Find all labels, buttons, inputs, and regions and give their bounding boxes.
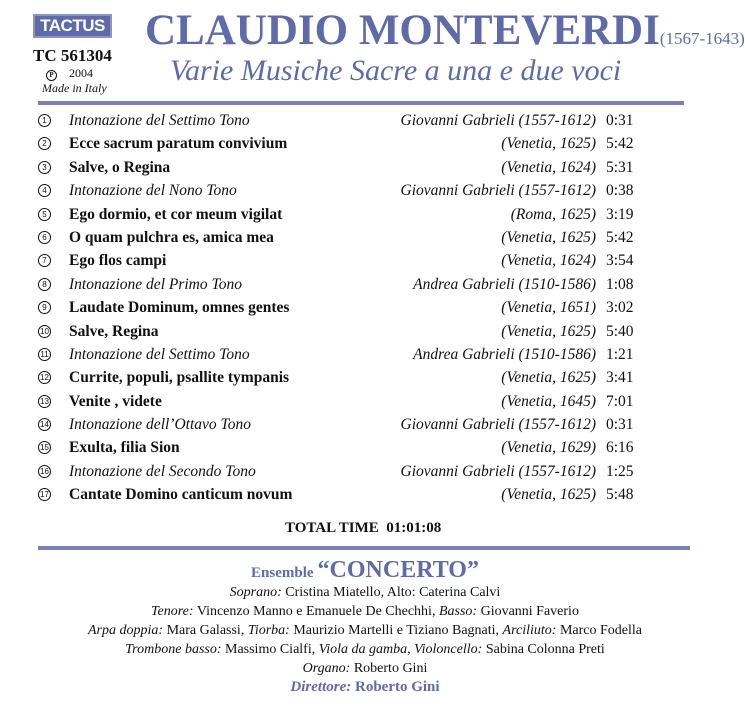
track-credit: Giovanni Gabrieli (1557-1612) [400,462,596,480]
role-label: Viola da gamba, Violoncello: [318,642,483,657]
track-credit: Giovanni Gabrieli (1557-1612) [400,182,596,200]
track-row [38,132,638,155]
track-title: Intonazione del Settimo Tono [69,112,250,129]
track-credit: (Roma, 1625) [510,205,596,223]
ensemble-heading [0,557,730,584]
role-label: Organo: [302,661,351,676]
track-duration: 3:54 [606,252,634,270]
track-title: Intonazione del Settimo Tono [69,345,250,363]
composer-heading [145,6,745,55]
ensemble-prefix: Ensemble [251,565,314,581]
track-title: Intonazione del Secondo Tono [69,462,256,480]
credit-line [0,621,730,640]
track-credit: (Venetia, 1629) [501,439,596,457]
track-title: Currite, populi, psallite tympanis [69,369,290,387]
track-duration: 5:42 [606,135,634,153]
role-label: Soprano: [229,585,282,600]
track-credit: Giovanni Gabrieli (1557-1612) [400,416,596,434]
role-label: Direttore: [290,679,352,695]
track-duration: 0:38 [606,182,634,200]
director-name: Roberto Gini [354,679,440,695]
performer-names: Marco Fodella [559,623,642,638]
track-title: Ego dormio, et cor meum vigilat [69,205,283,223]
composer-name: CLAUDIO MONTEVERDI [145,7,660,54]
track-number: 1 [38,114,51,127]
track-row [38,460,638,483]
track-number: 16 [38,465,51,478]
tactus-logo: TACTUS [33,14,112,38]
track-credit: (Venetia, 1651) [501,299,596,317]
track-duration: 6:16 [606,439,634,457]
track-number: 17 [38,488,51,501]
catalog-number: TC 561304 [33,46,112,65]
track-credit: (Venetia, 1625) [501,322,596,340]
track-number: 4 [38,184,51,197]
track-duration: 5:48 [606,486,634,504]
role-label: Arpa doppia: [88,623,164,638]
track-row [38,109,638,132]
track-number: 11 [38,348,51,361]
track-duration: 1:08 [606,275,634,293]
track-title: O quam pulchra es, amica mea [69,228,274,246]
track-duration: 0:31 [606,416,634,434]
track-row [38,436,638,459]
track-row [38,413,638,436]
performer-names: Giovanni Faverio [480,604,579,619]
track-title: Cantate Domino canticum novum [69,486,293,504]
track-number: 15 [38,441,51,454]
track-duration: 7:01 [606,392,634,410]
role-label: Basso: [438,604,478,619]
performer-names: Cristina Miatello, Alto: Caterina Calvi [285,585,501,600]
track-row [38,296,638,319]
copyright-year: 2004 [69,66,93,80]
performer-credits [0,583,730,697]
track-credit: Andrea Gabrieli (1510-1586) [413,345,596,363]
track-credit: Giovanni Gabrieli (1557-1612) [400,112,596,129]
performer-names: Massimo Cialfi, [225,642,316,657]
track-number: 5 [38,208,51,221]
track-number: 8 [38,278,51,291]
credit-line-director [0,678,730,697]
track-row [38,203,638,226]
track-title: Intonazione del Primo Tono [69,275,242,293]
credit-line [0,583,730,602]
track-row [38,249,638,272]
track-credit: (Venetia, 1625) [501,228,596,246]
role-label: Arciliuto: [502,623,557,638]
credit-line [0,602,730,621]
composer-dates: (1567-1643) [659,29,745,48]
track-number: 3 [38,161,51,174]
role-label: Tenore: [151,604,194,619]
track-credit: (Venetia, 1624) [501,158,596,176]
track-credit: Andrea Gabrieli (1510-1586) [413,275,596,293]
ensemble-name: “CONCERTO” [317,557,479,583]
track-duration: 5:40 [606,322,634,340]
performer-names: Mara Galassi, [166,623,245,638]
track-duration: 5:31 [606,158,634,176]
track-number: 2 [38,137,51,150]
credit-line [0,659,730,678]
performer-names: Vincenzo Manno e Emanuele De Chechhi, [196,604,436,619]
track-credit: (Venetia, 1625) [501,369,596,387]
track-title: Salve, o Regina [69,158,171,176]
track-title: Exulta, filia Sion [69,439,180,457]
track-credit: (Venetia, 1625) [501,135,596,153]
track-row [38,343,638,366]
track-number: 14 [38,418,51,431]
track-row [38,366,638,389]
track-row [38,273,638,296]
phonographic-copyright [46,66,93,81]
total-time-value: 01:01:08 [386,520,442,536]
track-duration: 1:25 [606,462,634,480]
performer-names: Roberto Gini [353,661,428,676]
performer-names: Maurizio Martelli e Tiziano Bagnati, [293,623,500,638]
track-duration: 5:42 [606,228,634,246]
track-duration: 0:31 [606,112,634,129]
track-title: Intonazione del Nono Tono [69,182,237,200]
track-row [38,156,638,179]
track-row [38,390,638,413]
made-in-label: Made in Italy [42,81,107,95]
track-duration: 3:02 [606,299,634,317]
track-number: 10 [38,325,51,338]
track-number: 7 [38,254,51,267]
track-row [38,179,638,202]
track-title: Intonazione dell’Ottavo Tono [69,416,251,434]
role-label: Tiorba: [247,623,290,638]
track-number: 13 [38,395,51,408]
track-title: Ego flos campi [69,252,167,270]
track-number: 12 [38,371,51,384]
track-credit: (Venetia, 1624) [501,252,596,270]
track-duration: 1:21 [606,345,634,363]
track-row [38,320,638,343]
track-list [38,109,638,507]
track-duration: 3:41 [606,369,634,387]
total-time [285,520,441,537]
track-number: 6 [38,231,51,244]
track-title: Laudate Dominum, omnes gentes [69,299,290,317]
album-title: Varie Musiche Sacre a una e due voci [170,54,622,87]
track-duration: 3:19 [606,205,634,223]
track-title: Salve, Regina [69,322,159,340]
track-number: 9 [38,301,51,314]
performer-names: Sabina Colonna Preti [485,642,605,657]
track-row [38,483,638,506]
divider-bottom [38,546,690,550]
track-title: Ecce sacrum paratum convivium [69,135,288,153]
track-credit: (Venetia, 1645) [501,392,596,410]
track-title: Venite , videte [69,392,162,410]
track-credit: (Venetia, 1625) [501,486,596,504]
total-time-label: TOTAL TIME [285,520,379,536]
role-label: Trombone basso: [125,642,222,657]
divider-top [38,101,684,105]
track-row [38,226,638,249]
credit-line [0,640,730,659]
phonogram-icon: P [46,70,57,81]
